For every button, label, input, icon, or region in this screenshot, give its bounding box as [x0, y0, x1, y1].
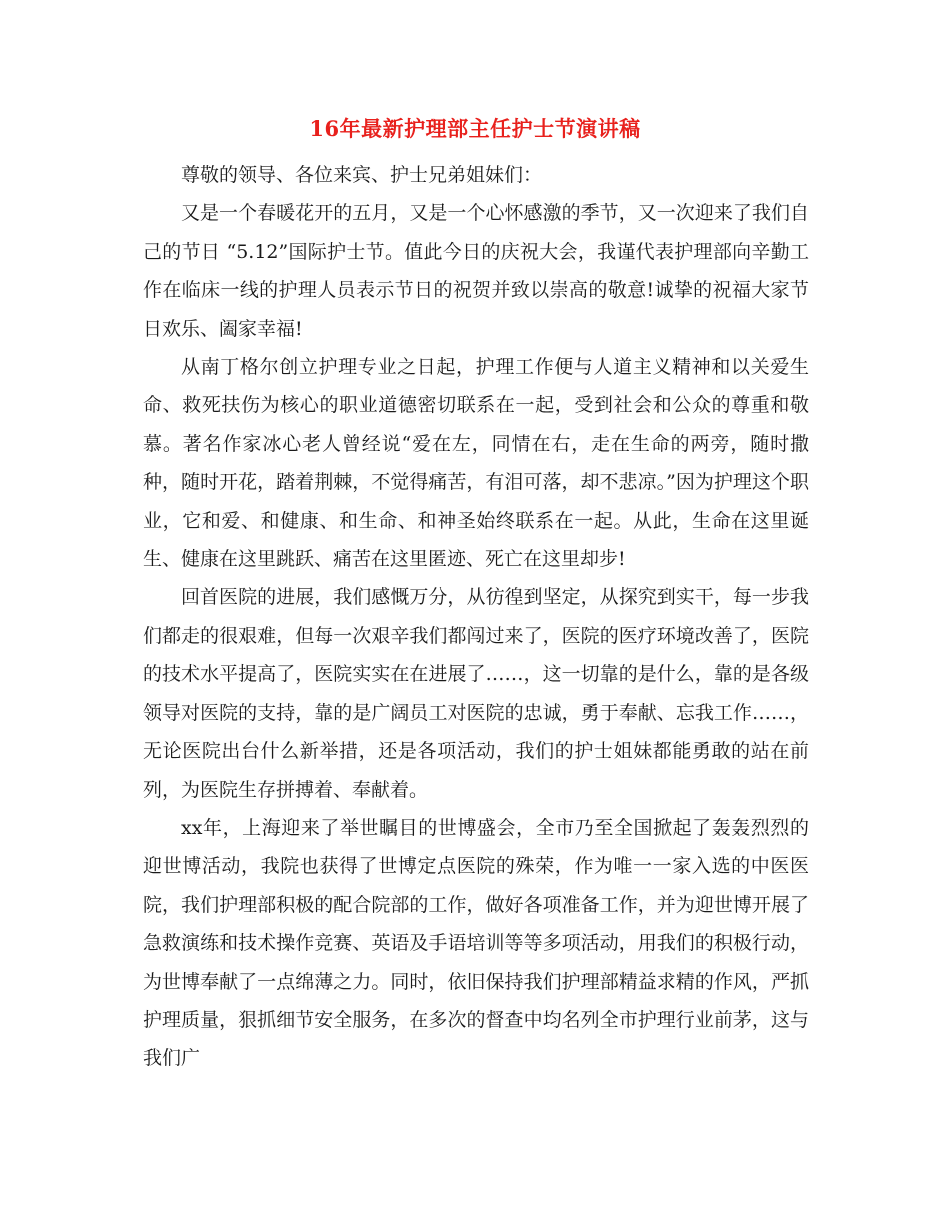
paragraph-3: 回首医院的进展，我们感慨万分，从彷徨到坚定，从探究到实干，每一步我们都走的很艰难，但每一次艰辛我们都闯过来了，医院的医疗环境改善了，医院的技术水平提高了，医院实实在在进展了……，这一切靠的是什么，靠的是各级领导对医院的支持，靠的是广阔员工对医院的忠诚，勇于奉献、忘我工作……，无论医院出台什么新举措，还是各项活动，我们的护士姐妹都能勇敢的站在前列，为医院生存拼搏着、奉献着。: [143, 586, 809, 801]
paragraph-4: xx年，上海迎来了举世瞩目的世博盛会，全市乃至全国掀起了轰轰烈烈的迎世博活动，我院也获得了世博定点医院的殊荣，作为唯一一家入选的中医医院，我们护理部积极的配合院部的工作，做好各项准备工作，并为迎世博开展了急救演练和技术操作竞赛、英语及手语培训等等多项活动，用我们的积极行动，为世博奉献了一点绵薄之力。同时，依旧保持我们护理部精益求精的作风，严抓护理质量，狠抓细节安全服务，在多次的督查中均名列全市护理行业前茅，这与我们广: [143, 816, 809, 1070]
paragraph-1: 又是一个春暖花开的五月，又是一个心怀感激的季节，又一次迎来了我们自己的节日 “5.12”国际护士节。值此今日的庆祝大会，我谨代表护理部向辛勤工作在临床一线的护理人员表示节日的祝贺并致以崇高的敬意!诚挚的祝福大家节日欢乐、阖家幸福!: [143, 202, 809, 340]
document-body: [143, 156, 809, 1078]
paragraph-2: 从南丁格尔创立护理专业之日起，护理工作便与人道主义精神和以关爱生命、救死扶伤为核心的职业道德密切联系在一起，受到社会和公众的尊重和敬慕。著名作家冰心老人曾经说“爱在左，同情在右，走在生命的两旁，随时撒种，随时开花，踏着荆棘，不觉得痛苦，有泪可落，却不悲凉。”因为护理这个职业，它和爱、和健康、和生命、和神圣始终联系在一起。从此，生命在这里诞生、健康在这里跳跃、痛苦在这里匿迹、死亡在这里却步!: [143, 356, 809, 571]
document-title: 16年最新护理部主任护士节演讲稿: [309, 116, 641, 141]
salutation-paragraph: 尊敬的领导、各位来宾、护士兄弟姐妹们：: [181, 164, 543, 186]
